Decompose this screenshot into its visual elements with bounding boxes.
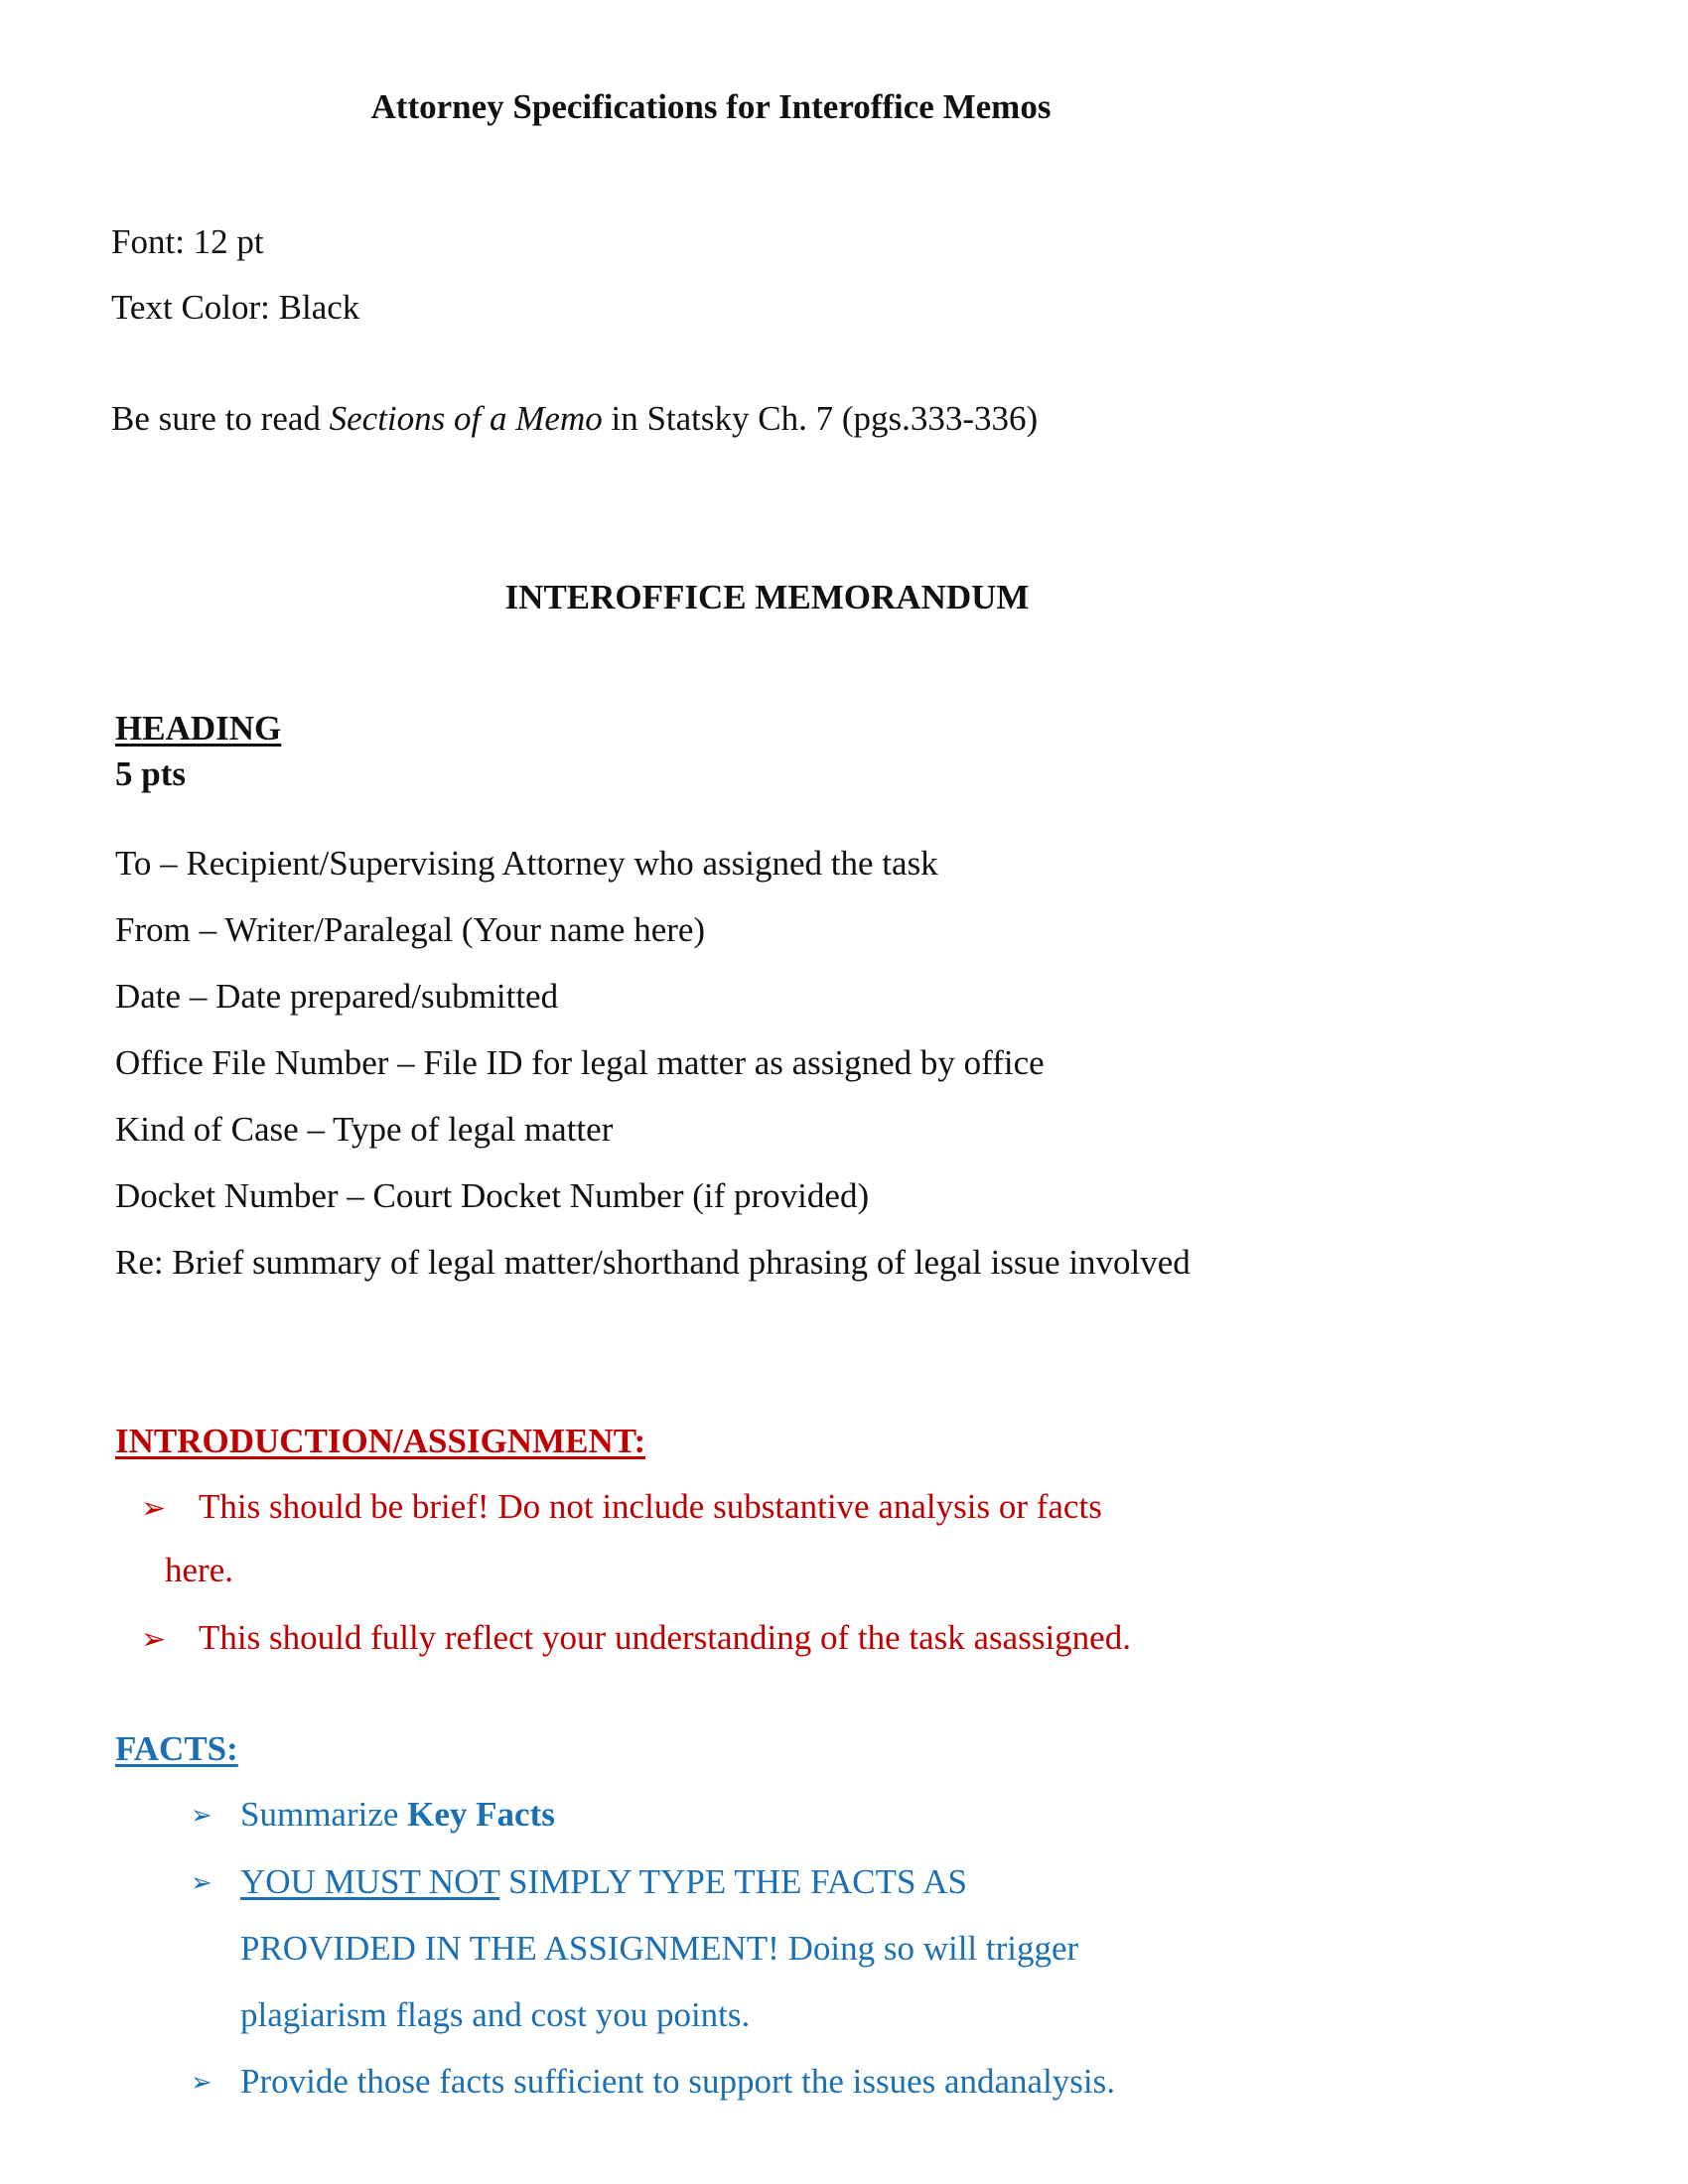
facts-bullet-1	[240, 1795, 555, 1835]
heading-item-docket-number: Docket Number – Court Docket Number (if provided)	[115, 1176, 870, 1215]
arrow-bullet-icon: ➢	[141, 1492, 167, 1525]
heading-item-date: Date – Date prepared/submitted	[115, 977, 559, 1016]
heading-points: 5 pts	[115, 754, 186, 793]
introduction-section-label: INTRODUCTION/ASSIGNMENT:	[115, 1422, 646, 1460]
facts-section-label: FACTS:	[115, 1729, 238, 1768]
heading-item-to: To – Recipient/Supervising Attorney who assigned the task	[115, 844, 938, 883]
heading-section-label: HEADING	[115, 709, 282, 748]
spec-font: Font: 12 pt	[111, 222, 264, 261]
reading-prefix: Be sure to read	[111, 399, 330, 438]
intro-bullet-1-line-2: here.	[165, 1551, 233, 1589]
facts-bullet-2-line-1	[240, 1862, 967, 1902]
spec-text-color: Text Color: Black	[111, 288, 360, 327]
reading-italic-title: Sections of a Memo	[329, 399, 603, 438]
document-title: Attorney Specifications for Interoffice Memos	[370, 87, 1052, 126]
intro-bullet-2: This should fully reflect your understanding of the task asassigned.	[199, 1618, 1131, 1657]
arrow-bullet-icon: ➢	[191, 2068, 212, 2097]
facts-bullet-2-line-3: plagiarism flags and cost you points.	[240, 1995, 751, 2034]
heading-item-file-number: Office File Number – File ID for legal matter as assigned by office	[115, 1043, 1045, 1082]
facts-must-not-underlined: YOU MUST NOT	[240, 1862, 500, 1901]
facts-bullet-3: Provide those facts sufficient to support the issues andanalysis.	[240, 2062, 1116, 2101]
heading-item-from: From – Writer/Paralegal (Your name here)	[115, 910, 706, 949]
facts-bullet-1-prefix: Summarize	[240, 1795, 408, 1834]
facts-bullet-1-key-facts: Key Facts	[407, 1795, 555, 1834]
reading-note	[111, 399, 1038, 439]
facts-bullet-2-line-2: PROVIDED IN THE ASSIGNMENT! Doing so will trigger	[240, 1929, 1079, 1968]
intro-bullet-1-line-1: This should be brief! Do not include substantive analysis or facts	[199, 1487, 1102, 1526]
heading-item-kind-of-case: Kind of Case – Type of legal matter	[115, 1110, 614, 1149]
reading-suffix: in Statsky Ch. 7 (pgs.333-336)	[602, 399, 1039, 438]
arrow-bullet-icon: ➢	[191, 1801, 212, 1830]
arrow-bullet-icon: ➢	[141, 1623, 167, 1656]
arrow-bullet-icon: ➢	[191, 1868, 212, 1897]
heading-item-re: Re: Brief summary of legal matter/shorthand phrasing of legal issue involved	[115, 1243, 1191, 1282]
memo-title: INTEROFFICE MEMORANDUM	[504, 578, 1030, 616]
facts-bullet-2-rest: SIMPLY TYPE THE FACTS AS	[499, 1862, 967, 1901]
